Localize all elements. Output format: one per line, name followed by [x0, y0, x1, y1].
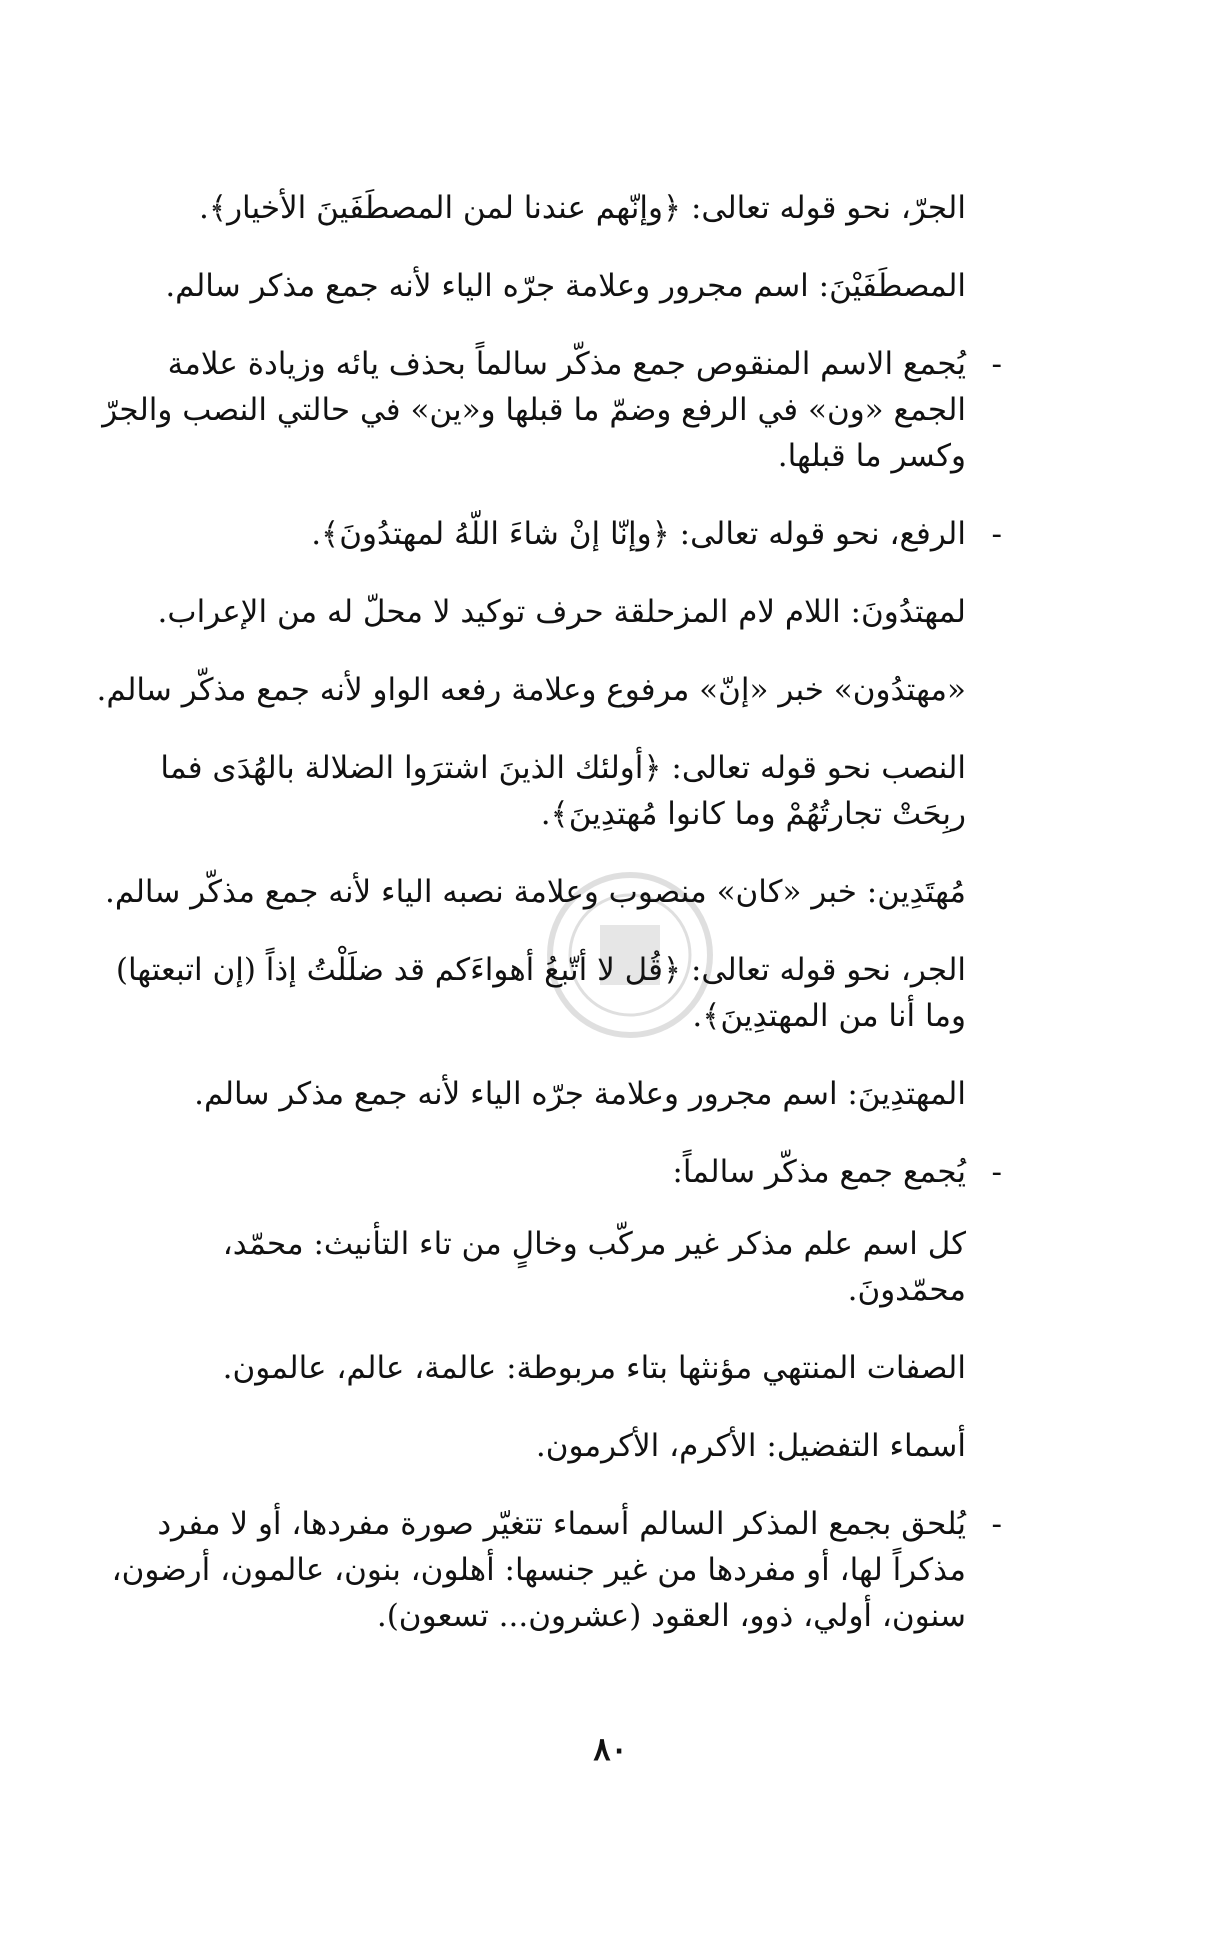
page-number: ٨٠ — [593, 1730, 628, 1768]
paragraph-7: النصب نحو قوله تعالى: ﴿أولئك الذينَ اشترَوا الضلالة بالهُدَى فما ربِحَتْ تجارتُهُمْ وما كانوا مُهتدِينَ﴾. — [160, 750, 966, 832]
body-text — [96, 185, 1002, 1671]
paragraph-8: مُهتَدِين: خبر «كان» منصوب وعلامة نصبه الياء لأنه جمع مذكّر سالم. — [104, 874, 966, 910]
bullet-paragraph-3: - يُجمع الاسم المنقوص جمع مذكّر سالماً بحذف يائه وزيادة علامة الجمع «ون» في الرفع وضمّ ما قبلها و«ين» في حالتي النصب والجرّ وكسر ما قبلها. — [102, 346, 1002, 474]
bullet-paragraph-4: - الرفع، نحو قوله تعالى: ﴿وإنّا إنْ شاءَ اللّهُ لمهتدُونَ﴾. — [311, 516, 1002, 552]
bullet-paragraph-11: - يُجمع جمع مذكّر سالماً: — [672, 1154, 1002, 1190]
paragraph-12: كل اسم علم مذكر غير مركّب وخالٍ من تاء التأنيث: محمّد، محمّدونَ. — [222, 1226, 966, 1308]
paragraph-1: الجرّ، نحو قوله تعالى: ﴿وإنّهم عندنا لمن المصطَفَينَ الأخيار﴾. — [199, 190, 966, 226]
paragraph-5: لمهتدُونَ: اللام لام المزحلقة حرف توكيد لا محلّ له من الإعراب. — [157, 594, 966, 630]
paragraph-9: الجر، نحو قوله تعالى: ﴿قُل لا أتّبعُ أهواءَكم قد ضلَلْتُ إذاً (إن اتبعتها) وما أنا من المهتدِينَ﴾. — [115, 952, 966, 1034]
paragraph-6: «مهتدُون» خبر «إنّ» مرفوع وعلامة رفعه الواو لأنه جمع مذكّر سالم. — [96, 672, 966, 708]
bullet-paragraph-15: - يُلحق بجمع المذكر السالم أسماء تتغيّر صورة مفردها، أو لا مفرد مذكراً لها، أو مفردها من غير جنسها: أهلون، بنون، عالمون، أرضون، سنون، أولي، ذوو، العقود (عشرون... تسعون). — [111, 1506, 1002, 1634]
paragraph-13: الصفات المنتهي مؤنثها بتاء مربوطة: عالمة، عالم، عالمون. — [222, 1350, 966, 1386]
paragraph-14: أسماء التفضيل: الأكرم، الأكرمون. — [535, 1428, 966, 1464]
paragraph-2: المصطَفَيْنَ: اسم مجرور وعلامة جرّه الياء لأنه جمع مذكر سالم. — [165, 268, 966, 304]
paragraph-10: المهتدِينَ: اسم مجرور وعلامة جرّه الياء لأنه جمع مذكر سالم. — [194, 1076, 966, 1112]
